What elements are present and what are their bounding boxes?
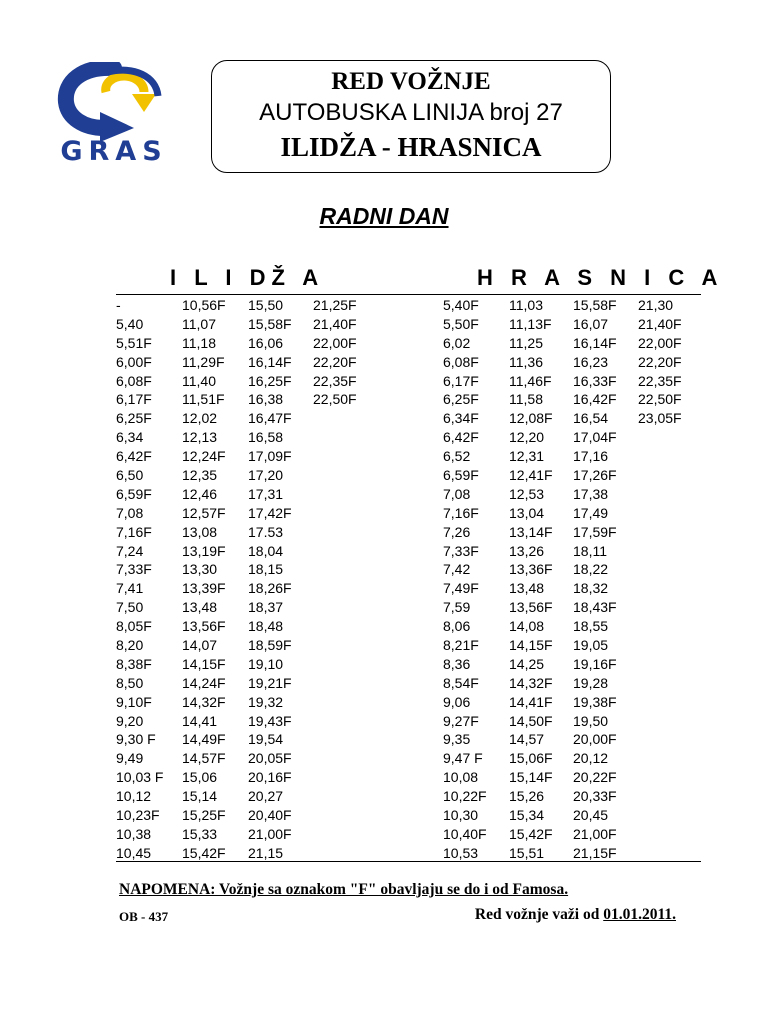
departure-time: 12,02 [182, 410, 218, 427]
departure-time: 15,14 [182, 788, 218, 805]
departure-time: 22,00F [313, 334, 357, 351]
departure-time: 18,59F [248, 637, 292, 654]
departure-time: 16,23 [573, 353, 609, 370]
direction-ilidza: I L I DŽ A [170, 265, 325, 290]
ilidza-column-1 [116, 296, 163, 863]
departure-time: 22,35F [638, 372, 682, 389]
departure-time: 9,27F [443, 712, 479, 729]
departure-time: 8,36 [443, 655, 471, 672]
departure-time: 6,52 [443, 448, 471, 465]
departure-time: 13,30 [182, 561, 218, 578]
departure-time: 15,50 [248, 297, 284, 313]
departure-time: 13,14F [509, 523, 553, 540]
departure-time: 18,43F [573, 599, 617, 616]
departure-time: 14,15F [509, 637, 553, 654]
document-code: OB - 437 [119, 909, 169, 924]
validity [475, 906, 676, 924]
departure-time: 10,03 F [116, 769, 164, 786]
departure-time: 13,56F [509, 599, 553, 616]
departure-time: 15,14F [509, 769, 553, 786]
departure-time: 13,39F [182, 580, 226, 597]
departure-time: 7,16F [443, 504, 479, 521]
departure-time: 21,00F [573, 825, 617, 842]
departure-time: 17,26F [573, 467, 617, 484]
departure-time: 7,50 [116, 599, 144, 616]
departure-time: 18,37 [248, 599, 284, 616]
timetable-title: RED VOŽNJE [331, 68, 491, 95]
departure-time: 15,51 [509, 844, 545, 861]
departure-time: 7,26 [443, 523, 471, 540]
departure-time: 16,14F [248, 353, 292, 370]
departure-time: 14,07 [182, 637, 218, 654]
departure-time: 16,54 [573, 410, 609, 427]
departure-time: 12,57F [182, 504, 226, 521]
departure-time: 11,18 [182, 334, 216, 351]
table-top-rule [116, 294, 701, 295]
departure-time: 7,33F [443, 542, 479, 559]
departure-time: 15,06F [509, 750, 553, 767]
departure-time: 17,20 [248, 467, 284, 484]
departure-time: 6,59F [443, 467, 479, 484]
departure-time: 7,33F [116, 561, 152, 578]
departure-time: 10,53 [443, 844, 479, 861]
departure-time: 22,00F [638, 334, 682, 351]
departure-time: 15,58F [573, 297, 617, 313]
departure-time: 19,16F [573, 655, 617, 672]
departure-time: 20,40F [248, 807, 292, 824]
departure-time: 6,34 [116, 429, 144, 446]
departure-time: 19,54 [248, 731, 284, 748]
departure-time: 23,05F [638, 410, 682, 427]
departure-time: 18,11 [573, 542, 607, 559]
departure-time: 20,22F [573, 769, 617, 786]
departure-time: 11,51F [182, 391, 225, 408]
departure-time: 17,04F [573, 429, 617, 446]
departure-time: 12,20 [509, 429, 545, 446]
departure-time: 21,15 [248, 844, 284, 861]
departure-time: 17.53 [248, 523, 284, 540]
departure-time: 10,56F [182, 297, 226, 313]
departure-time: 18,32 [573, 580, 609, 597]
departure-time: 21,40F [638, 315, 682, 332]
departure-time: 21,30 [638, 297, 674, 313]
departure-time: 14,24F [182, 674, 226, 691]
departure-time: 11,03 [509, 297, 543, 313]
departure-time: 13,08 [182, 523, 218, 540]
departure-time: 19,05 [573, 637, 609, 654]
hrasnica-column-3 [573, 296, 617, 863]
departure-time: 10,40F [443, 825, 487, 842]
departure-time: 21,15F [573, 844, 617, 861]
departure-time: 19,21F [248, 674, 292, 691]
departure-time: 19,28 [573, 674, 609, 691]
departure-time: 12,24F [182, 448, 226, 465]
departure-time: 20,16F [248, 769, 292, 786]
departure-time: 10,22F [443, 788, 487, 805]
departure-time: 15,06 [182, 769, 218, 786]
departure-time: 8,50 [116, 674, 144, 691]
departure-time: 16,42F [573, 391, 617, 408]
departure-time: 12,46 [182, 485, 218, 502]
departure-time: 18,48 [248, 618, 284, 635]
departure-time: 6,42F [443, 429, 479, 446]
departure-time: 17,38 [573, 485, 609, 502]
departure-time: 6,08F [116, 372, 152, 389]
departure-time: 6,25F [443, 391, 479, 408]
departure-time: 10,30 [443, 807, 479, 824]
departure-time: 9,49 [116, 750, 144, 767]
departure-time: 14,15F [182, 655, 226, 672]
direction-hrasnica: H R A S N I C A [477, 265, 724, 290]
validity-date: 01.01.2011. [603, 906, 676, 923]
departure-time: 14,25 [509, 655, 545, 672]
departure-time: 13,04 [509, 504, 545, 521]
departure-time: 15,25F [182, 807, 226, 824]
departure-time: 14,32F [182, 693, 226, 710]
departure-time: 6,34F [443, 410, 479, 427]
departure-time: 12,41F [509, 467, 553, 484]
departure-time: 6,42F [116, 448, 152, 465]
ilidza-column-2 [182, 296, 226, 863]
departure-time: 8,21F [443, 637, 479, 654]
departure-time: 6,00F [116, 353, 152, 370]
departure-time: 19,32 [248, 693, 284, 710]
departure-time: 19,43F [248, 712, 292, 729]
departure-time: 22,20F [313, 353, 357, 370]
departure-time: 11,07 [182, 315, 216, 332]
departure-time: 14,49F [182, 731, 226, 748]
departure-time: 11,40 [182, 372, 216, 389]
departure-time: 8,05F [116, 618, 152, 635]
departure-time: 13,56F [182, 618, 226, 635]
departure-time: 7,08 [116, 504, 144, 521]
departure-time: 7,59 [443, 599, 471, 616]
departure-time: 22,20F [638, 353, 682, 370]
departure-time: 10,23F [116, 807, 160, 824]
departure-time: 11,36 [509, 353, 543, 370]
departure-time: 19,50 [573, 712, 609, 729]
ilidza-column-4 [313, 296, 357, 409]
departure-time: 14,41F [509, 693, 553, 710]
departure-time: 15,42F [182, 844, 226, 861]
departure-time: 15,26 [509, 788, 545, 805]
departure-time: 15,42F [509, 825, 553, 842]
route-name: ILIDŽA - HRASNICA [280, 132, 542, 162]
hrasnica-column-4 [638, 296, 682, 428]
departure-time: 9,35 [443, 731, 471, 748]
departure-time: 13,48 [509, 580, 545, 597]
departure-time: 13,36F [509, 561, 553, 578]
departure-time: 10,38 [116, 825, 152, 842]
departure-time: 5,51F [116, 334, 152, 351]
departure-time: 15,58F [248, 315, 292, 332]
ilidza-column-3 [248, 296, 292, 863]
validity-label: Red vožnje važi od [474, 906, 604, 923]
departure-time: 16,47F [248, 410, 292, 427]
hrasnica-column-2 [509, 296, 553, 863]
departure-time: 11,58 [509, 391, 543, 408]
departure-time: 14,08 [509, 618, 545, 635]
departure-time: 7,42 [443, 561, 471, 578]
departure-time: 5,40F [443, 297, 479, 313]
departure-time: 19,38F [573, 693, 617, 710]
departure-time: 8,38F [116, 655, 152, 672]
table-bottom-rule [116, 861, 701, 862]
departure-time: 15,33 [182, 825, 218, 842]
departure-time: 19,10 [248, 655, 284, 672]
departure-time: 16,25F [248, 372, 292, 389]
line-number: AUTOBUSKA LINIJA broj 27 [259, 99, 563, 126]
gras-arrows-icon [48, 62, 180, 142]
departure-time: 18,04 [248, 542, 284, 559]
day-type: RADNI DAN [319, 203, 449, 229]
title-box [211, 60, 611, 173]
departure-time: 17,42F [248, 504, 292, 521]
departure-time: 7,24 [116, 542, 144, 559]
departure-time: 16,07 [573, 315, 609, 332]
departure-time: 16,38 [248, 391, 284, 408]
departure-time: 18,26F [248, 580, 292, 597]
departure-time: 14,57F [182, 750, 226, 767]
departure-time: 13,19F [182, 542, 226, 559]
departure-time: 17,59F [573, 523, 617, 540]
departure-time: 20,05F [248, 750, 292, 767]
departure-time: 13,26 [509, 542, 545, 559]
departure-time: 17,49 [573, 504, 609, 521]
departure-time: 7,41 [116, 580, 144, 597]
departure-time: 16,33F [573, 372, 617, 389]
departure-time: 20,00F [573, 731, 617, 748]
departure-time: 6,17F [116, 391, 152, 408]
departure-time: 6,25F [116, 410, 152, 427]
departure-time: 18,15 [248, 561, 284, 578]
departure-time: 18,55 [573, 618, 609, 635]
departure-time: 15,34 [509, 807, 545, 824]
departure-time: 9,30 F [116, 731, 156, 748]
departure-time: 12,08F [509, 410, 553, 427]
hrasnica-column-1 [443, 296, 487, 863]
departure-time: 20,33F [573, 788, 617, 805]
departure-time: 6,50 [116, 467, 144, 484]
departure-time: 14,50F [509, 712, 553, 729]
departure-time: 9,06 [443, 693, 471, 710]
departure-time: 8,54F [443, 674, 479, 691]
departure-time: 10,12 [116, 788, 152, 805]
departure-time: 7,08 [443, 485, 471, 502]
departure-time: 6,08F [443, 353, 479, 370]
departure-time: 9,47 F [443, 750, 483, 767]
departure-time: 17,31 [248, 485, 284, 502]
departure-time: 22,50F [313, 391, 357, 408]
departure-time: 13,48 [182, 599, 218, 616]
departure-time: 11,46F [509, 372, 552, 389]
departure-time: 21,00F [248, 825, 292, 842]
departure-time: 12,53 [509, 485, 545, 502]
departure-time: 17,09F [248, 448, 292, 465]
departure-time: 6,02 [443, 334, 471, 351]
departure-time: 22,50F [638, 391, 682, 408]
departure-time: 20,12 [573, 750, 609, 767]
departure-time: 17,16 [573, 448, 609, 465]
departure-time: 7,16F [116, 523, 152, 540]
departure-time: 5,50F [443, 315, 479, 332]
departure-time: 16,14F [573, 334, 617, 351]
departure-time: 21,40F [313, 315, 357, 332]
departure-time: 14,57 [509, 731, 545, 748]
departure-time: 6,59F [116, 485, 152, 502]
departure-time: 18,22 [573, 561, 609, 578]
departure-time: 7,49F [443, 580, 479, 597]
departure-time: 14,32F [509, 674, 553, 691]
logo-text: GRAS [60, 136, 168, 167]
departure-time: 9,20 [116, 712, 144, 729]
departure-time: 8,20 [116, 637, 144, 654]
departure-time: 10,45 [116, 844, 152, 861]
departure-time: 16,58 [248, 429, 284, 446]
footnote: NAPOMENA: Vožnje sa oznakom "F" obavljaju se do i od Famosa. [119, 881, 569, 898]
departure-time: 5,40 [116, 315, 144, 332]
departure-time: 11,29F [182, 353, 225, 370]
departure-time: 20,45 [573, 807, 609, 824]
departure-time: 14,41 [182, 712, 218, 729]
departure-time: 11,25 [509, 334, 543, 351]
gras-logo [48, 62, 180, 170]
departure-time: 21,25F [313, 297, 357, 313]
departure-time: 12,31 [509, 448, 545, 465]
departure-time: 9,10F [116, 693, 152, 710]
departure-time: 16,06 [248, 334, 284, 351]
departure-time: 11,13F [509, 315, 552, 332]
departure-time: 20,27 [248, 788, 284, 805]
departure-time: 10,08 [443, 769, 479, 786]
departure-time: 22,35F [313, 372, 357, 389]
departure-time: - [116, 297, 121, 313]
departure-time: 12,35 [182, 467, 218, 484]
departure-time: 6,17F [443, 372, 479, 389]
departure-time: 12,13 [182, 429, 218, 446]
departure-time: 8,06 [443, 618, 471, 635]
